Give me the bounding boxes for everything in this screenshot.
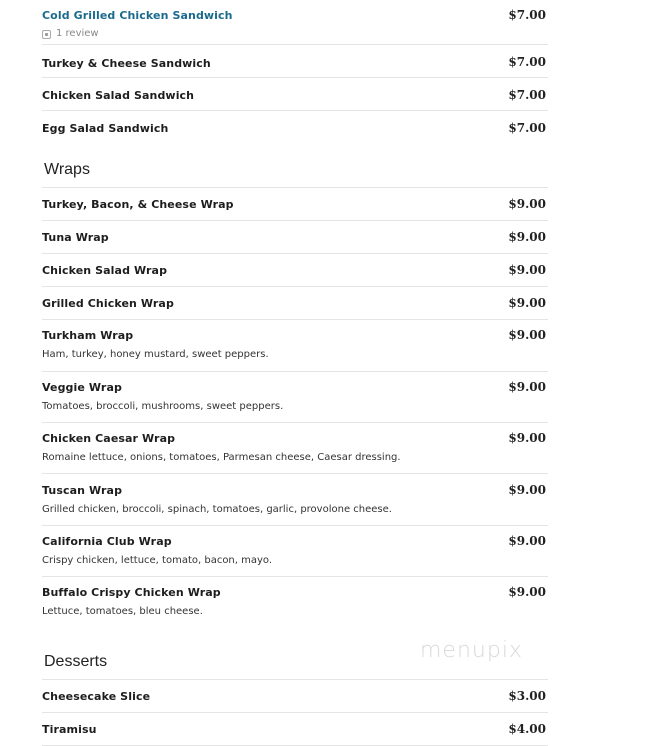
review-icon [42, 30, 51, 39]
item-name: Chicken Salad Wrap [42, 264, 168, 277]
item-name: Tuna Wrap [42, 231, 109, 244]
menu-item [42, 254, 548, 287]
menu-item [42, 372, 548, 423]
item-description: Ham, turkey, honey mustard, sweet peppers. [42, 349, 269, 360]
menu-item [42, 577, 548, 628]
menu-item [42, 423, 548, 474]
item-name: Veggie Wrap [42, 381, 122, 394]
item-price: $9.00 [508, 585, 546, 599]
item-price: $4.00 [508, 722, 546, 736]
item-name: Chicken Caesar Wrap [42, 432, 176, 445]
item-price: $9.00 [508, 431, 546, 445]
item-name: Cheesecake Slice [42, 690, 151, 703]
review-count: 1 review [56, 28, 99, 39]
menu-item [42, 221, 548, 254]
watermark-logo: menupix [420, 638, 523, 663]
item-price: $7.00 [508, 55, 546, 69]
item-price: $9.00 [508, 328, 546, 342]
menu-item [42, 526, 548, 577]
item-name: Turkey, Bacon, & Cheese Wrap [42, 198, 234, 211]
menu-item [42, 320, 548, 372]
item-name: California Club Wrap [42, 535, 172, 548]
item-name: Chicken Salad Sandwich [42, 89, 195, 102]
item-price: $7.00 [508, 88, 546, 102]
menu-item [42, 111, 548, 144]
item-price: $7.00 [508, 121, 546, 135]
menu-item-cold-grilled-chicken-sandwich [42, 0, 548, 45]
item-price: $9.00 [508, 296, 546, 310]
item-description: Grilled chicken, broccoli, spinach, tomatoes, garlic, provolone cheese. [42, 504, 392, 515]
item-name: Turkham Wrap [42, 329, 134, 342]
item-price: $9.00 [508, 534, 546, 548]
menu-item [42, 78, 548, 111]
item-description: Tomatoes, broccoli, mushrooms, sweet peppers. [42, 401, 284, 412]
item-price: $7.00 [508, 8, 546, 22]
item-description: Romaine lettuce, onions, tomatoes, Parmesan cheese, Caesar dressing. [42, 452, 401, 463]
item-name-link[interactable]: Cold Grilled Chicken Sandwich [42, 9, 233, 22]
item-description: Crispy chicken, lettuce, tomato, bacon, mayo. [42, 555, 273, 566]
menu-item [42, 188, 548, 221]
menu-list [42, 0, 548, 746]
menu-item [42, 287, 548, 320]
item-price: $3.00 [508, 689, 546, 703]
review-link[interactable] [42, 28, 548, 40]
item-price: $9.00 [508, 263, 546, 277]
item-name: Tiramisu [42, 723, 97, 736]
menu-item [42, 713, 548, 746]
item-name: Egg Salad Sandwich [42, 122, 169, 135]
item-name: Turkey & Cheese Sandwich [42, 57, 211, 70]
section-title-wraps: Wraps [42, 154, 548, 188]
menu-item [42, 680, 548, 713]
menu-item [42, 474, 548, 526]
item-price: $9.00 [508, 197, 546, 211]
item-price: $9.00 [508, 483, 546, 497]
item-price: $9.00 [508, 380, 546, 394]
item-price: $9.00 [508, 230, 546, 244]
item-name: Tuscan Wrap [42, 484, 123, 497]
item-description: Lettuce, tomatoes, bleu cheese. [42, 606, 203, 617]
section-title-desserts: Desserts [42, 646, 548, 680]
item-name: Buffalo Crispy Chicken Wrap [42, 586, 221, 599]
item-name: Grilled Chicken Wrap [42, 297, 174, 310]
menu-item [42, 45, 548, 78]
